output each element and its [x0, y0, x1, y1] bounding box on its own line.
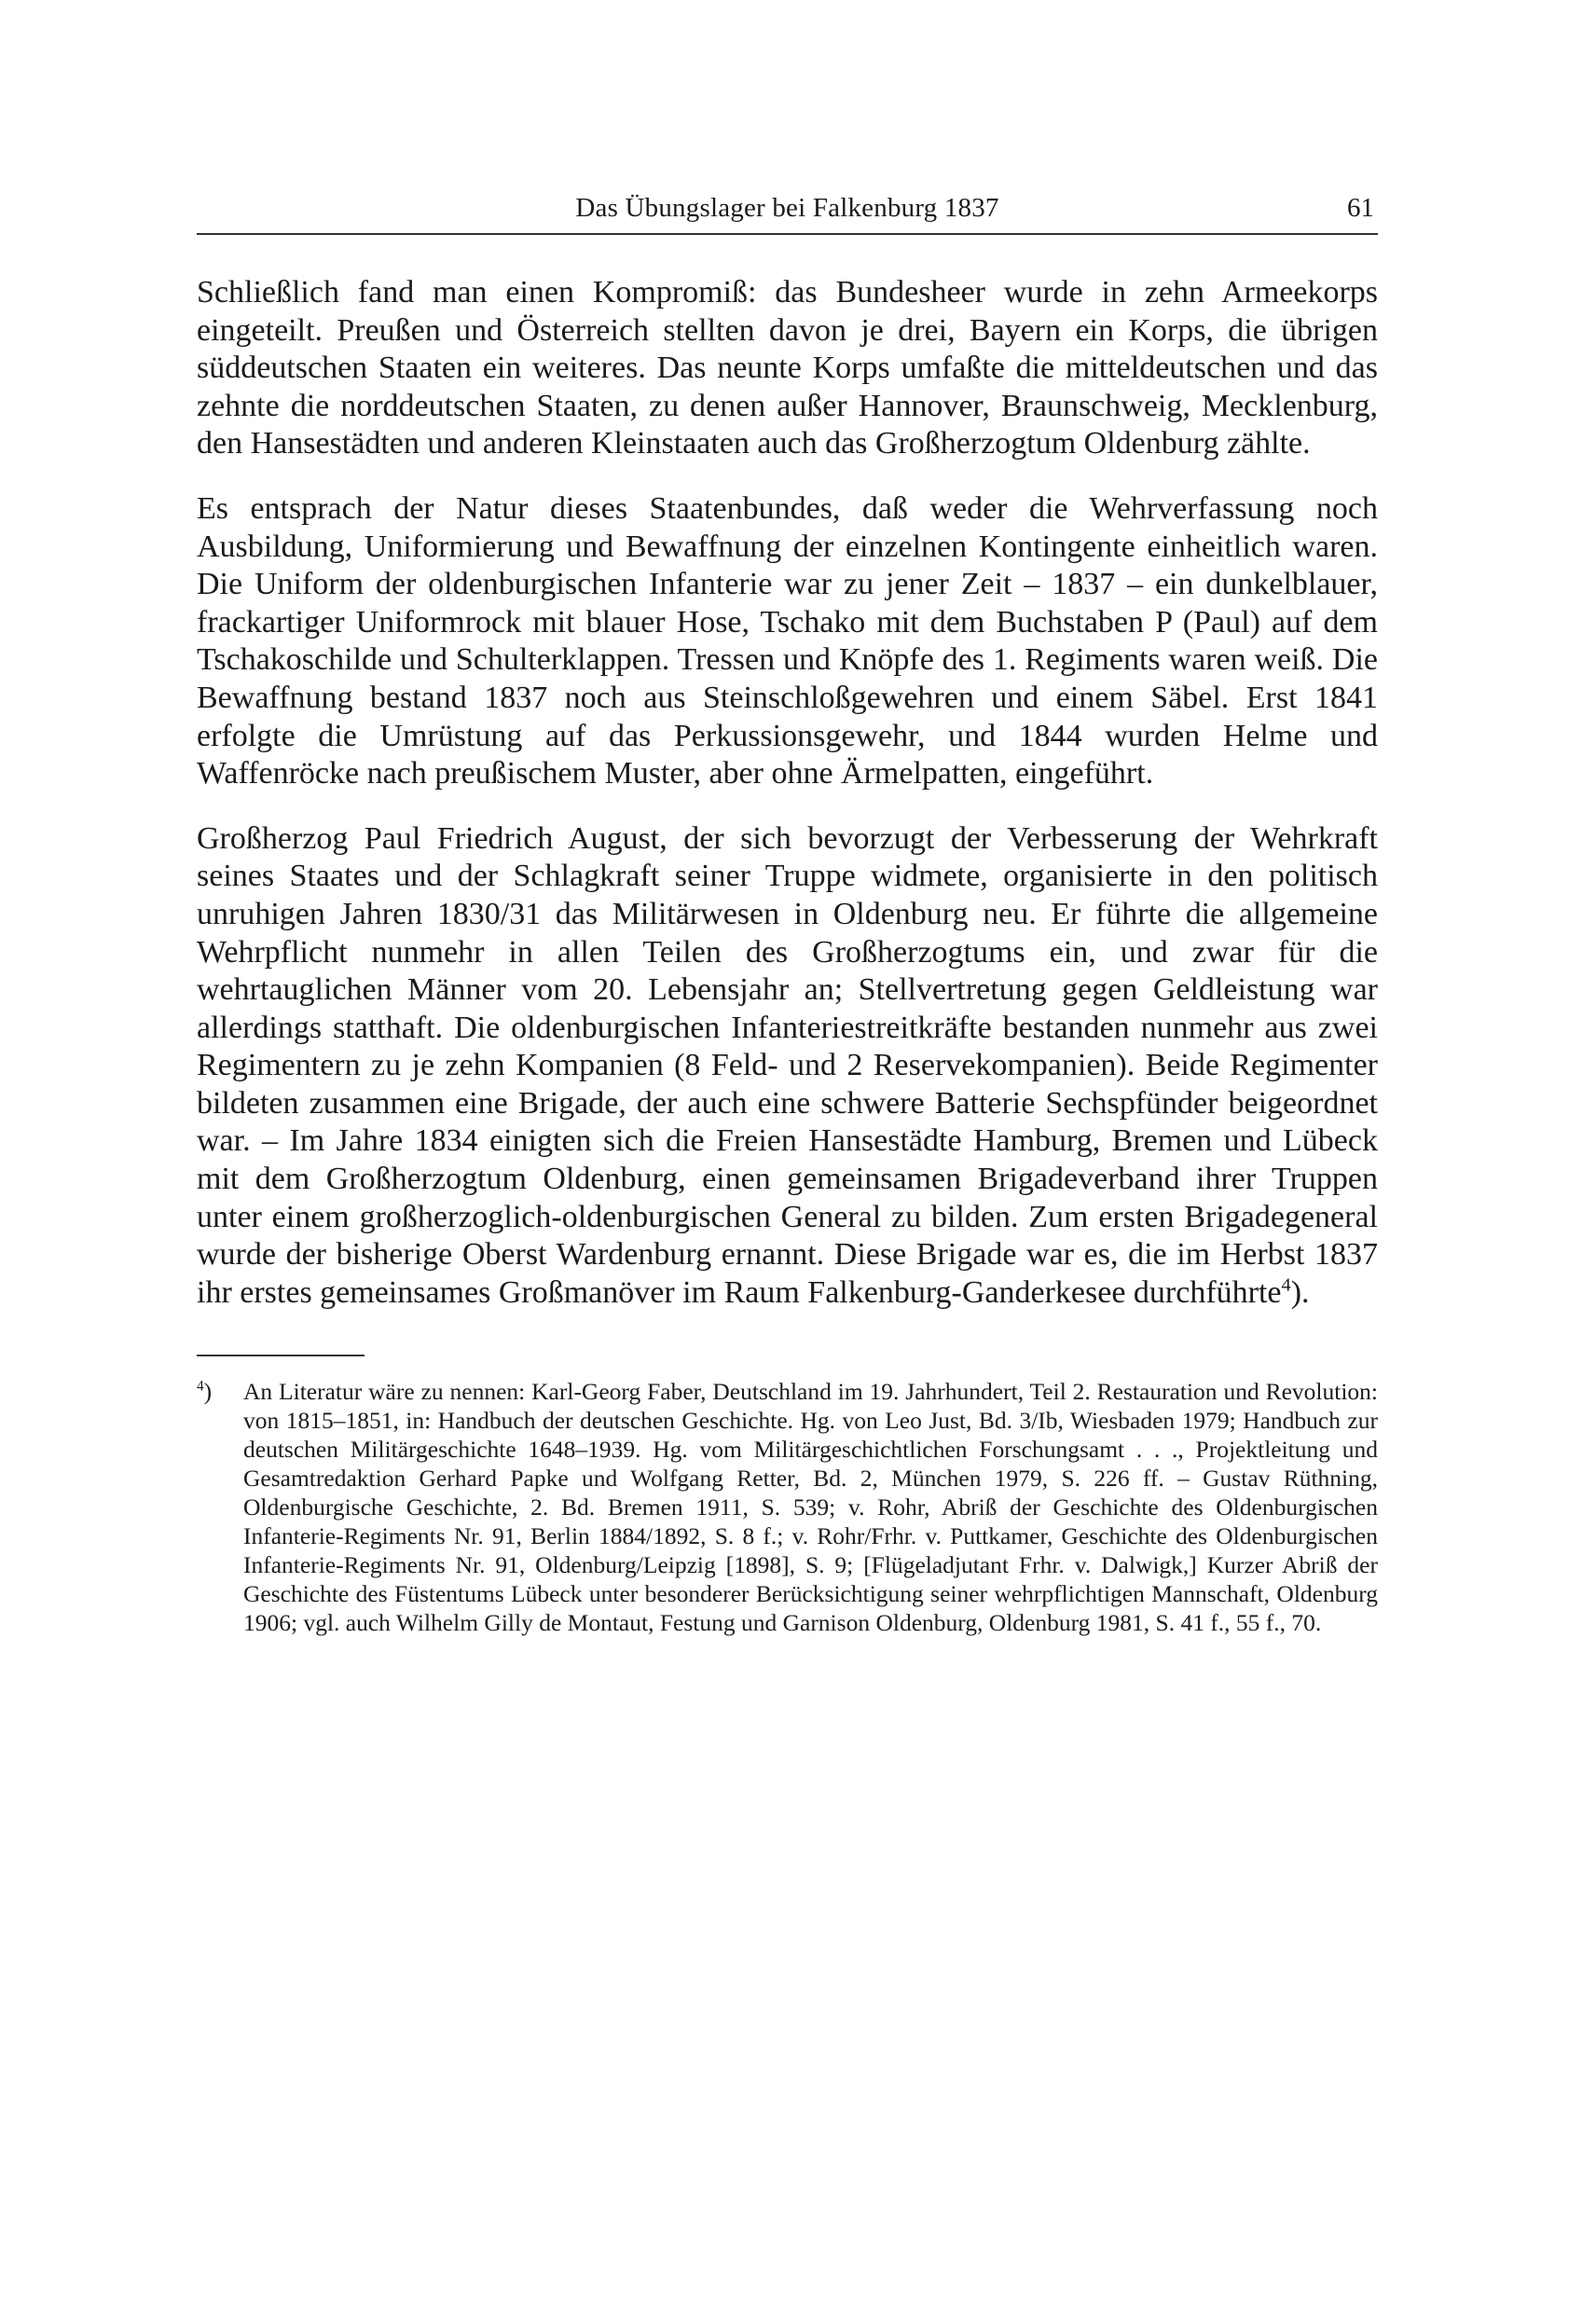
- paragraph-1: Schließlich fand man einen Kompromiß: das Bundesheer wurde in zehn Armeekorps eingeteilt. Preußen und Österreich stellten davon je drei, Bayern ein Korps, die übrigen süddeutschen Staaten ein weiteres. Das neunte Korps umfaßte die mitteldeutschen und das zehnte die norddeutschen Staaten, zu denen außer Hannover, Braunschweig, Mecklenburg, den Hansestädten und anderen Kleinstaaten auch das Großherzogtum Oldenburg zählte.: [197, 275, 1378, 461]
- footnote-marker-number: 4: [197, 1378, 204, 1395]
- paragraph-3-text: Großherzog Paul Friedrich August, der sich bevorzugt der Verbesserung der Wehrkraft seines Staates und der Schlagkraft seiner Truppe widmete, organisierte in den politisch unruhigen Jahren 1830/31 das Militärwesen in Oldenburg neu. Er führte die allgemeine Wehrpflicht nunmehr in allen Teilen des Großherzogtums ein, und zwar für die wehrtauglichen Männer vom 20. Lebensjahr an; Stellvertretung gegen Geldleistung war allerdings statthaft. Die oldenburgischen Infanteriestreitkräfte bestanden nunmehr aus zwei Regimentern zu je zehn Kompanien (8 Feld- und 2 Reservekompanien). Beide Regimenter bildeten zusammen eine Brigade, der auch eine schwere Batterie Sechspfünder beigeordnet war. – Im Jahre 1834 einigten sich die Freien Hansestädte Hamburg, Bremen und Lübeck mit dem Großherzogtum Oldenburg, einen gemeinsamen Brigadeverband ihrer Truppen unter einem großherzoglich-oldenburgischen General zu bilden. Zum ersten Brigadegeneral wurde der bisherige Oberst Wardenburg ernannt. Diese Brigade war es, die im Herbst 1837 ihr erstes gemeinsames Großmanöver im Raum Falkenburg-Ganderkesee durchführte: [197, 820, 1378, 1310]
- page-number: 61: [1347, 193, 1374, 223]
- paragraph-3: [197, 820, 1378, 1313]
- paragraph-2: Es entsprach der Natur dieses Staatenbundes, daß weder die Wehrverfassung noch Ausbildung, Uniformierung und Bewaffnung der einzelnen Kontingente einheitlich waren. Die Uniform der oldenburgischen Infanterie war zu jener Zeit – 1837 – ein dunkelblauer, frackartiger Uniformrock mit blauer Hose, Tschako mit dem Buchstaben P (Paul) auf dem Tschakoschilde und Schulterklappen. Tressen und Knöpfe des 1. Regiments waren weiß. Die Bewaffnung bestand 1837 noch aus Steinschloßgewehren und einem Säbel. Erst 1841 erfolgte die Umrüstung auf das Perkussionsgewehr, und 1844 wurden Helme und Waffenröcke nach preußischem Muster, aber ohne Ärmelpatten, eingeführt.: [197, 490, 1378, 791]
- footnote-marker-close: ): [203, 1378, 213, 1406]
- footnote-reference: 4: [1281, 1274, 1291, 1296]
- running-header: [197, 183, 1378, 235]
- paragraph-3-end: ).: [1290, 1274, 1310, 1310]
- footnote-text: An Literatur wäre zu nennen: Karl-Georg Faber, Deutschland im 19. Jahrhundert, Teil 2. Restauration und Revolution: von 1815–1851, in: Handbuch der deutschen Geschichte. Hg. von Leo Just, Bd. 3/Ib, Wiesbaden 1979; Handbuch zur deutschen Militärgeschichte 1648–1939. Hg. vom Militärgeschichtlichen Forschungsamt . . ., Projektleitung und Gesamtredaktion Gerhard Papke und Wolfgang Retter, Bd. 2, München 1979, S. 226 ff. – Gustav Rüthning, Oldenburgische Geschichte, 2. Bd. Bremen 1911, S. 539; v. Rohr, Abriß der Geschichte des Oldenburgischen Infanterie-Regiments Nr. 91, Berlin 1884/1892, S. 8 f.; v. Rohr/Frhr. v. Puttkamer, Geschichte des Oldenburgischen Infanterie-Regiments Nr. 91, Oldenburg/Leipzig [1898], S. 9; [Flügeladjutant Frhr. v. Dalwigk,] Kurzer Abriß der Geschichte des Füstentums Lübeck unter besonderer Berücksichtigung seiner wehrpflichtigen Mannschaft, Oldenburg 1906; vgl. auch Wilhelm Gilly de Montaut, Festung und Garnison Oldenburg, Oldenburg 1981, S. 41 f., 55 f., 70.: [243, 1378, 1378, 1637]
- body-text: [197, 274, 1378, 1312]
- running-title: Das Übungslager bei Falkenburg 1837: [575, 193, 999, 223]
- footnote: [197, 1377, 1378, 1637]
- page-content: [197, 183, 1378, 1637]
- footnote-divider: [197, 1355, 365, 1356]
- footnote-marker: [197, 1377, 212, 1406]
